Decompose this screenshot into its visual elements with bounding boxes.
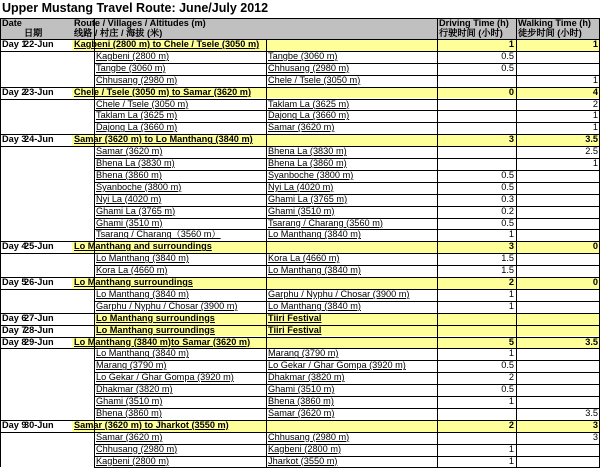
header-driving-time-cn: 行驶时间 (小时): [439, 28, 503, 38]
route-from: Ghami (3510 m): [96, 217, 163, 228]
driving-time: 1: [508, 443, 514, 454]
day-label: Day 2: [2, 86, 27, 97]
day-label: Day 6: [2, 312, 27, 323]
route-from: Lo Manthang (3840 m): [96, 288, 189, 299]
driving-time: 0.5: [501, 360, 514, 371]
route-from: Tsarang / Charang（3560 m）: [96, 229, 221, 240]
driving-time: 0.5: [501, 50, 514, 61]
route-from: Kagbeni (2800 m): [96, 50, 170, 61]
route-from: Syanboche (3800 m): [96, 181, 182, 192]
route-to: Dhakmar (3820 m): [268, 372, 345, 383]
driving-time: 3: [508, 241, 514, 252]
walking-time: 1: [592, 39, 598, 49]
driving-time: 1: [508, 396, 514, 406]
route-to: Jharkot (3550 m): [268, 455, 338, 466]
driving-time: 0.5: [501, 217, 514, 228]
day-label: Day 8: [2, 336, 27, 347]
day-label: Day 7: [2, 324, 27, 335]
route-from: Chele / Tsele (3050 m): [96, 98, 189, 109]
header-date: Date: [2, 18, 22, 28]
driving-time: 1: [508, 39, 514, 49]
route-to: Syanboche (3800 m): [268, 169, 354, 180]
day-route: Lo Manthang and surroundings: [74, 241, 212, 252]
route-to: Garphu / Nyphu / Chosar (3900 m): [268, 288, 410, 299]
header-date-cn: 日期: [24, 28, 43, 38]
route-from: Bhena La (3830 m): [96, 158, 175, 168]
driving-time: 3: [508, 134, 514, 145]
walking-time: 4: [592, 86, 598, 97]
day-date: 28-Jun: [24, 324, 54, 335]
driving-time: 2: [508, 419, 514, 430]
driving-time: 2: [508, 372, 514, 383]
route-to: Chhusang (2980 m): [268, 62, 350, 73]
day-route: Samar (3620 m) to Lo Manthang (3840 m): [74, 134, 253, 145]
driving-time: 1: [508, 348, 514, 359]
route-from: Marang (3790 m): [96, 360, 167, 371]
walking-time: 1: [592, 110, 598, 121]
day-date: 23-Jun: [24, 86, 54, 97]
route-to: Lo Gekar / Ghar Gompa (3920 m): [268, 360, 406, 371]
route-to: Tiiri Festival: [268, 312, 322, 323]
route-to: Nyi La (4020 m): [268, 181, 334, 192]
route-to: Marang (3790 m): [268, 348, 339, 359]
day-route: Chele / Tsele (3050 m) to Samar (3620 m): [74, 86, 252, 97]
route-to: Tiiri Festival: [268, 324, 322, 335]
sheet-title: Upper Mustang Travel Route: June/July 2012: [2, 1, 269, 15]
route-to: Dajong La (3660 m): [268, 110, 350, 121]
route-from: Samar (3620 m): [96, 431, 163, 442]
walking-time: 1: [592, 74, 598, 85]
route-to: Tangbe (3060 m): [268, 50, 338, 61]
route-from: Lo Manthang (3840 m): [96, 348, 189, 359]
route-to: Bhena La (3830 m): [268, 146, 347, 157]
driving-time: 1: [508, 288, 514, 299]
walking-time: 3.5: [585, 134, 598, 145]
day-date: 22-Jun: [24, 39, 54, 49]
route-to: Chele / Tsele (3050 m): [268, 74, 361, 85]
day-label: Day 4: [2, 241, 27, 252]
driving-time: 0.5: [501, 384, 514, 395]
route-to: Chhusang (2980 m): [268, 431, 350, 442]
route-from: Taklam La (3625 m): [96, 110, 178, 121]
route-from: Lo Gekar / Ghar Gompa (3920 m): [96, 372, 234, 383]
day-route: Lo Manthang surroundings: [74, 277, 193, 287]
route-from: Samar (3620 m): [96, 146, 163, 157]
route-to: Tsarang / Charang (3560 m): [268, 217, 383, 228]
day-label: Day 9: [2, 419, 27, 430]
walking-time: 0: [592, 277, 598, 287]
driving-time: 1: [508, 300, 514, 311]
driving-time: 5: [508, 336, 514, 347]
route-from: Lo Manthang surroundings: [96, 312, 215, 323]
header-walking-time: Walking Time (h): [518, 18, 591, 28]
day-label: Day 3: [2, 134, 27, 145]
driving-time: 1.5: [501, 265, 514, 276]
driving-time: 0: [508, 86, 514, 97]
walking-time: 1: [592, 158, 598, 168]
route-to: Bhena (3860 m): [268, 396, 334, 406]
header-route: Route / Villages / Altitudes (m): [74, 18, 206, 28]
route-from: Tangbe (3060 m): [96, 62, 166, 73]
walking-time: 2: [592, 98, 598, 109]
day-date: 30-Jun: [24, 419, 54, 430]
route-from: Dajong La (3660 m): [96, 122, 178, 133]
day-label: Day 1: [2, 39, 27, 49]
day-route: Kagbeni (2800 m) to Chele / Tsele (3050 m): [74, 39, 260, 49]
driving-time: 1: [508, 455, 514, 466]
driving-time: 1: [508, 229, 514, 240]
walking-time: 3.5: [585, 336, 598, 347]
route-to: Taklam La (3625 m): [268, 98, 350, 109]
route-from: Dhakmar (3820 m): [96, 384, 173, 395]
route-to: Kagbeni (2800 m): [268, 443, 342, 454]
route-to: Lo Manthang (3840 m): [268, 229, 361, 240]
route-from: Ghami (3510 m): [96, 396, 163, 406]
header-walking-time-cn: 徒步时间 (小时): [518, 28, 582, 38]
day-date: 26-Jun: [24, 277, 54, 287]
walking-time: 2.5: [585, 146, 598, 157]
walking-time: 3.5: [585, 407, 598, 418]
header-route-cn: 线路 / 村庄 / 海拔 (米): [74, 28, 163, 38]
day-date: 29-Jun: [24, 336, 54, 347]
route-from: Lo Manthang (3840 m): [96, 253, 189, 264]
route-to: Kora La (4660 m): [268, 253, 340, 264]
route-to: Lo Manthang (3840 m): [268, 300, 361, 311]
walking-time: 1: [592, 122, 598, 133]
day-date: 27-Jun: [24, 312, 54, 323]
route-from: Nyi La (4020 m): [96, 193, 162, 204]
day-route: Lo Manthang (3840 m)to Samar (3620 m): [74, 336, 251, 347]
header-driving-time: Driving Time (h): [439, 18, 509, 28]
itinerary-table: [0, 18, 600, 468]
driving-time: 0.5: [501, 181, 514, 192]
route-to: Ghami La (3765 m): [268, 193, 348, 204]
route-from: Bhena (3860 m): [96, 407, 162, 418]
walking-time: 3: [592, 431, 598, 442]
driving-time: 2: [508, 277, 514, 287]
route-to: Ghami (3510 m): [268, 384, 335, 395]
day-date: 25-Jun: [24, 241, 54, 252]
driving-time: 1.5: [501, 253, 514, 264]
route-from: Lo Manthang surroundings: [96, 324, 215, 335]
route-from: Chhusang (2980 m): [96, 74, 178, 85]
walking-time: 0: [592, 241, 598, 252]
route-from: Bhena (3860 m): [96, 169, 162, 180]
driving-time: 0.5: [501, 169, 514, 180]
route-from: Chhusang (2980 m): [96, 443, 178, 454]
route-to: Samar (3620 m): [268, 407, 335, 418]
walking-time: 3: [592, 419, 598, 430]
day-route: Samar (3620 m) to Jharkot (3550 m): [74, 419, 229, 430]
route-to: Ghami (3510 m): [268, 205, 335, 216]
route-to: Bhena La (3860 m): [268, 158, 347, 168]
route-to: Lo Manthang (3840 m): [268, 265, 361, 276]
route-from: Garphu / Nyphu / Chosar (3900 m): [96, 300, 238, 311]
day-label: Day 5: [2, 277, 27, 287]
day-date: 24-Jun: [24, 134, 54, 145]
route-from: Kagbeni (2800 m): [96, 455, 170, 466]
driving-time: 0.5: [501, 62, 514, 73]
driving-time: 0.2: [501, 205, 514, 216]
route-to: Samar (3620 m): [268, 122, 335, 133]
driving-time: 0.3: [501, 193, 514, 204]
route-from: Ghami La (3765 m): [96, 205, 176, 216]
route-from: Kora La (4660 m): [96, 265, 168, 276]
